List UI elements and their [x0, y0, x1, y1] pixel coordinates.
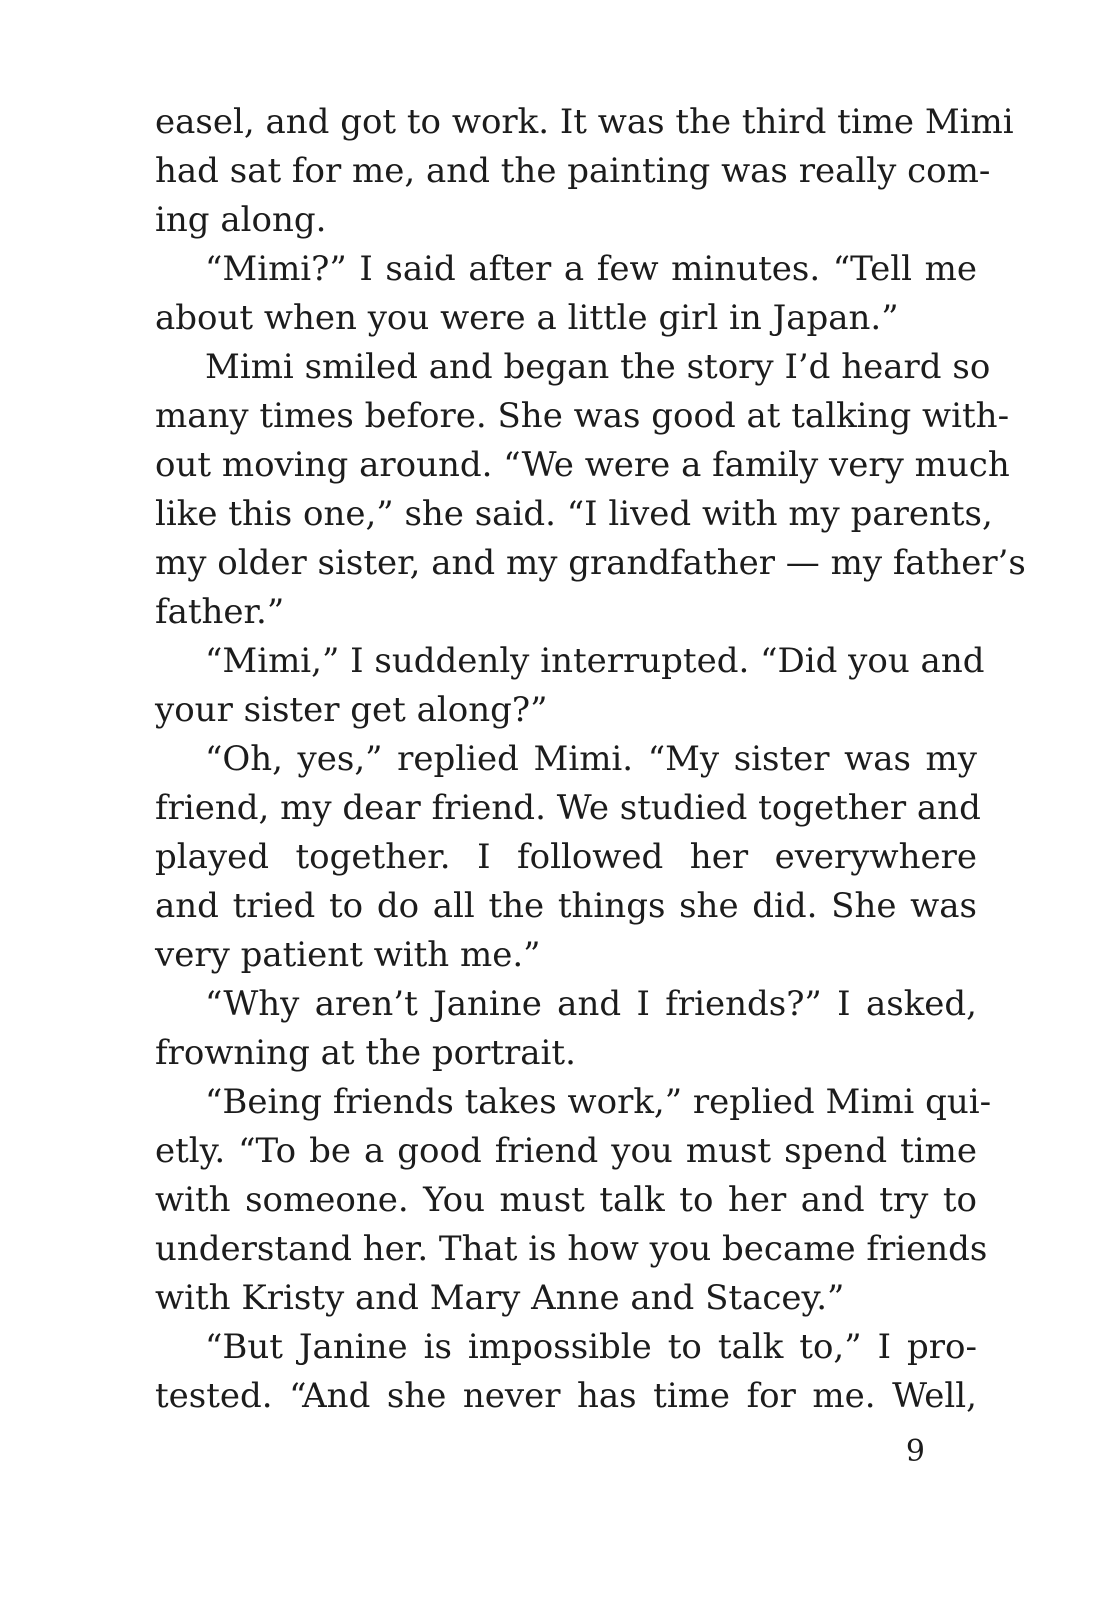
text-line: understand her. That is how you became friends — [155, 1229, 988, 1269]
text-line: ing along. — [155, 200, 327, 240]
text-line: your sister get along?” — [155, 690, 548, 730]
text-line: played together. I followed her everywhere — [155, 837, 977, 877]
text-line: Mimi smiled and began the story I’d heard so — [205, 347, 991, 387]
text-line: my older sister, and my grandfather — my father’s — [155, 543, 1026, 583]
text-line: with someone. You must talk to her and try to — [155, 1180, 977, 1220]
text-line: with Kristy and Mary Anne and Stacey.” — [155, 1278, 845, 1318]
text-line: many times before. She was good at talking with- — [155, 396, 1010, 436]
text-line: about when you were a little girl in Japan.” — [155, 298, 899, 338]
text-line: “Why aren’t Janine and I friends?” I asked, — [205, 984, 977, 1024]
text-line: tested. “And she never has time for me. Well, — [155, 1376, 977, 1416]
text-line: had sat for me, and the painting was really com- — [155, 151, 991, 191]
page-number: 9 — [905, 1434, 925, 1469]
text-line: frowning at the portrait. — [155, 1033, 576, 1073]
text-line: father.” — [155, 592, 285, 632]
text-line: “Oh, yes,” replied Mimi. “My sister was my — [205, 739, 977, 779]
text-line: etly. “To be a good friend you must spend time — [155, 1131, 977, 1171]
text-line: like this one,” she said. “I lived with my parents, — [155, 494, 993, 534]
text-line: easel, and got to work. It was the third time Mimi — [155, 102, 1014, 142]
text-line: “Being friends takes work,” replied Mimi qui- — [205, 1082, 992, 1122]
text-line: and tried to do all the things she did. She was — [155, 886, 977, 926]
body-text — [155, 98, 1026, 1421]
text-line: friend, my dear friend. We studied together and — [155, 788, 981, 828]
text-line: “Mimi?” I said after a few minutes. “Tell me — [205, 249, 977, 289]
text-line: out moving around. “We were a family very much — [155, 445, 1010, 485]
text-line: very patient with me.” — [155, 935, 541, 975]
text-line: “But Janine is impossible to talk to,” I pro- — [205, 1327, 977, 1367]
text-line: “Mimi,” I suddenly interrupted. “Did you and — [205, 641, 985, 681]
